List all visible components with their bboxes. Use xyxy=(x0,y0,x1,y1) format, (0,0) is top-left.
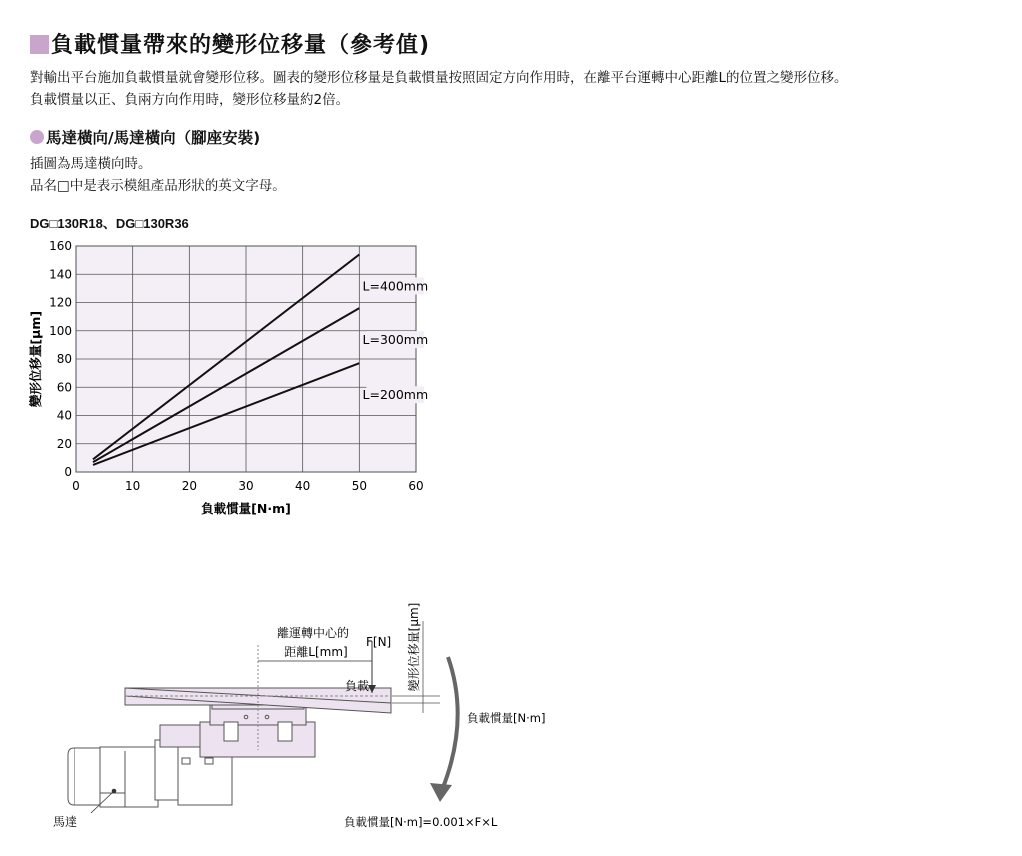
moment-arrow xyxy=(442,657,458,790)
y-tick-label: 120 xyxy=(49,295,72,310)
y-axis-label: 變形位移量[µm] xyxy=(28,310,43,408)
deformation-diagram xyxy=(0,585,600,845)
y-tick-label: 0 xyxy=(64,465,72,479)
y-tick-label: 20 xyxy=(56,436,72,451)
moment-arrowhead xyxy=(430,783,452,802)
subsection-title-text: 馬達橫向/馬達橫向（腳座安裝) xyxy=(46,129,261,147)
y-tick-label: 100 xyxy=(49,323,72,338)
y-tick-label: 60 xyxy=(56,380,72,395)
description-line-1: 對輸出平台施加負載慣量就會變形位移。圖表的變形位移量是負載慣量按照固定方向作用時，在離平台運轉中心距離L的位置之變形位移。 xyxy=(30,70,848,86)
title-square-marker xyxy=(30,35,49,54)
motor-leader-dot xyxy=(112,789,117,794)
x-tick-label: 0 xyxy=(72,479,80,493)
series-label: L=200mm xyxy=(362,387,429,403)
label-force: F[N] xyxy=(366,635,392,649)
formula: 負載慣量[N·m]=0.001×F×L xyxy=(344,815,498,829)
label-moment: 負載慣量[N·m] xyxy=(467,711,546,725)
series-label: L=400mm xyxy=(362,278,429,294)
chart-title: DG□130R18、DG□130R36 xyxy=(30,216,189,231)
label-load: 負載 xyxy=(345,679,370,693)
x-tick-label: 10 xyxy=(125,479,141,493)
y-tick-label: 40 xyxy=(56,408,72,423)
note-line-2: 品名□中是表示模組產品形狀的英文字母。 xyxy=(30,178,286,194)
label-distance-2: 距離L[mm] xyxy=(284,645,348,659)
description-line-2: 負載慣量以正、負兩方向作用時，變形位移量約2倍。 xyxy=(30,92,350,108)
section-title-text: 負載慣量帶來的變形位移量（參考值) xyxy=(51,33,431,58)
y-axis-ticks xyxy=(49,239,72,479)
label-displacement: 變形位移量[µm] xyxy=(407,602,421,692)
x-tick-label: 40 xyxy=(295,479,311,493)
bullet-circle-icon xyxy=(30,130,44,144)
x-axis-ticks xyxy=(72,479,423,493)
section-title xyxy=(30,28,430,59)
y-tick-label: 140 xyxy=(49,267,72,282)
note-line-1: 插圖為馬達橫向時。 xyxy=(30,156,152,172)
label-distance-1: 離運轉中心的 xyxy=(276,626,350,640)
x-tick-label: 50 xyxy=(351,479,367,493)
x-tick-label: 30 xyxy=(238,479,254,493)
series-label: L=300mm xyxy=(362,332,429,348)
x-axis-label: 負載慣量[N·m] xyxy=(201,501,291,516)
subsection-title xyxy=(30,126,260,148)
deformation-chart xyxy=(20,232,440,522)
x-tick-label: 60 xyxy=(408,479,424,493)
x-tick-label: 20 xyxy=(181,479,197,493)
y-tick-label: 80 xyxy=(56,352,72,366)
label-motor: 馬達 xyxy=(53,815,78,829)
y-tick-label: 160 xyxy=(49,239,72,253)
